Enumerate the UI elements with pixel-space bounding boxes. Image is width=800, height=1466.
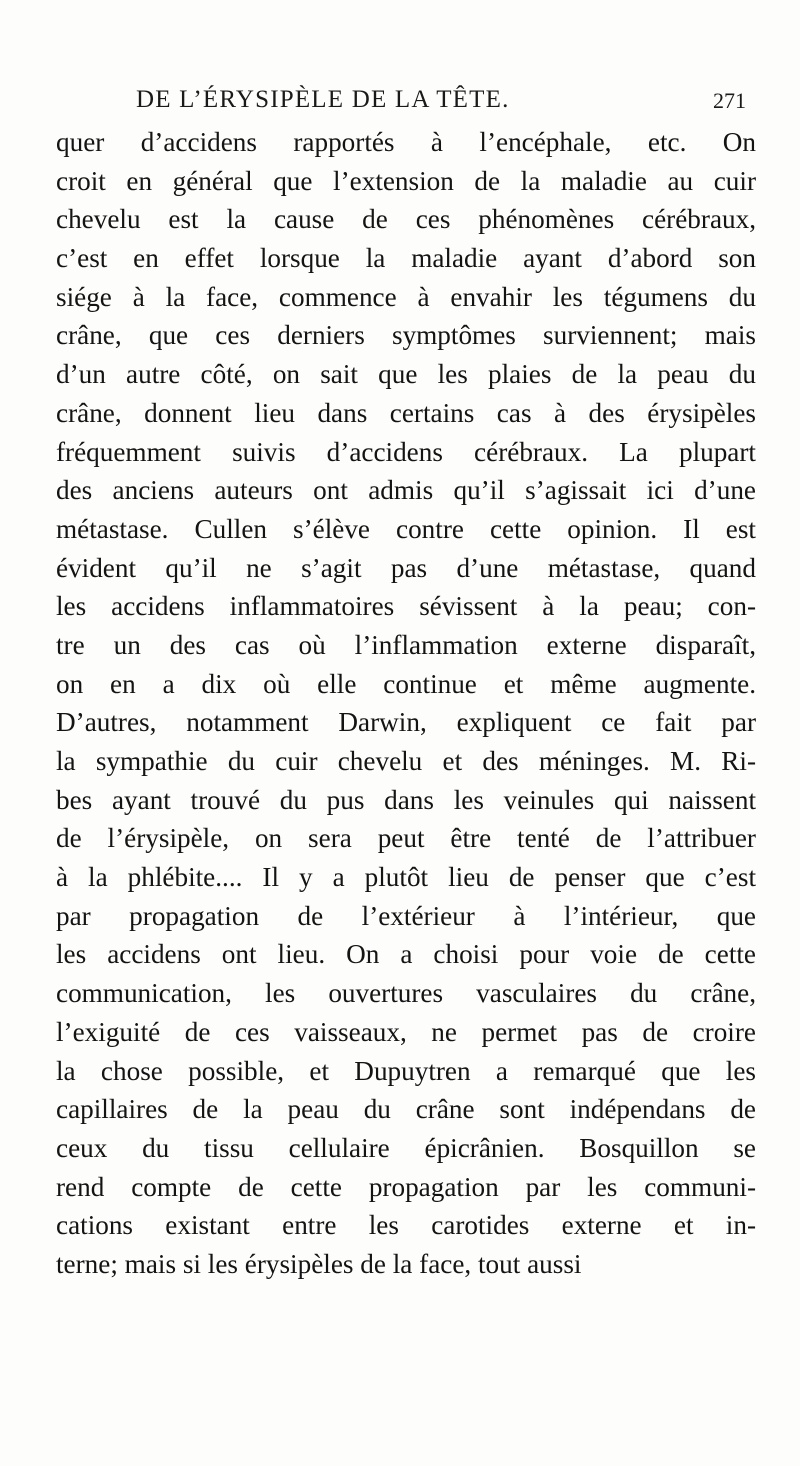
page-number: 271 <box>713 88 746 113</box>
text-line: cations existant entre les carotides externe et in- <box>56 1210 756 1241</box>
text-line: tre un des cas où l’inflammation externe disparaît, <box>56 629 756 660</box>
text-line: on en a dix où elle continue et même augmente. <box>56 668 756 699</box>
text-line: la chose possible, et Dupuytren a remarqué que les <box>56 1055 756 1086</box>
text-line: croit en général que l’extension de la maladie au cuir <box>56 165 756 196</box>
text-line: D’autres, notamment Darwin, expliquent ce fait par <box>56 707 756 738</box>
text-line: capillaires de la peau du crâne sont indépendans de <box>56 1094 756 1125</box>
text-line: évident qu’il ne s’agit pas d’une métastase, quand <box>56 552 756 583</box>
text-line: par propagation de l’extérieur à l’intérieur, que <box>56 900 756 931</box>
text-line: crâne, donnent lieu dans certains cas à des érysipèles <box>56 397 756 428</box>
text-line: les accidens inflammatoires sévissent à la peau; con- <box>56 591 756 622</box>
text-line: chevelu est la cause de ces phénomènes cérébraux, <box>56 204 756 235</box>
text-line: la sympathie du cuir chevelu et des méninges. M. Ri- <box>56 746 756 776</box>
text-line: de l’érysipèle, on sera peut être tenté de l’attribuer <box>56 823 756 854</box>
text-line: c’est en effet lorsque la maladie ayant d’abord son <box>56 243 756 274</box>
text-line: des anciens auteurs ont admis qu’il s’agissait ici d’une <box>56 475 756 506</box>
text-line: quer d’accidens rapportés à l’encéphale, etc. On <box>56 127 756 157</box>
text-line: l’exiguité de ces vaisseaux, ne permet pas de croire <box>56 1016 756 1047</box>
text-line: ceux du tissu cellulaire épicrânien. Bosquillon se <box>56 1132 756 1163</box>
text-line: communication, les ouvertures vasculaires du crâne, <box>56 978 756 1009</box>
body-text <box>56 123 756 1284</box>
text-line: terne; mais si les érysipèles de la face, tout aussi <box>56 1248 582 1279</box>
text-line: crâne, que ces derniers symptômes surviennent; mais <box>56 320 756 351</box>
running-head <box>136 86 746 126</box>
text-line: d’un autre côté, on sait que les plaies de la peau du <box>56 359 756 390</box>
text-line: les accidens ont lieu. On a choisi pour voie de cette <box>56 939 756 970</box>
text-line: siége à la face, commence à envahir les tégumens du <box>56 281 756 312</box>
text-line: rend compte de cette propagation par les communi- <box>56 1171 756 1202</box>
running-title: DE L’ÉRYSIPÈLE DE LA TÊTE. <box>136 86 510 113</box>
text-line: fréquemment suivis d’accidens cérébraux. La plupart <box>56 436 756 467</box>
text-line: à la phlébite.... Il y a plutôt lieu de penser que c’est <box>56 862 756 893</box>
text-line: bes ayant trouvé du pus dans les veinules qui naissent <box>56 784 756 815</box>
text-line: métastase. Cullen s’élève contre cette opinion. Il est <box>56 513 756 544</box>
